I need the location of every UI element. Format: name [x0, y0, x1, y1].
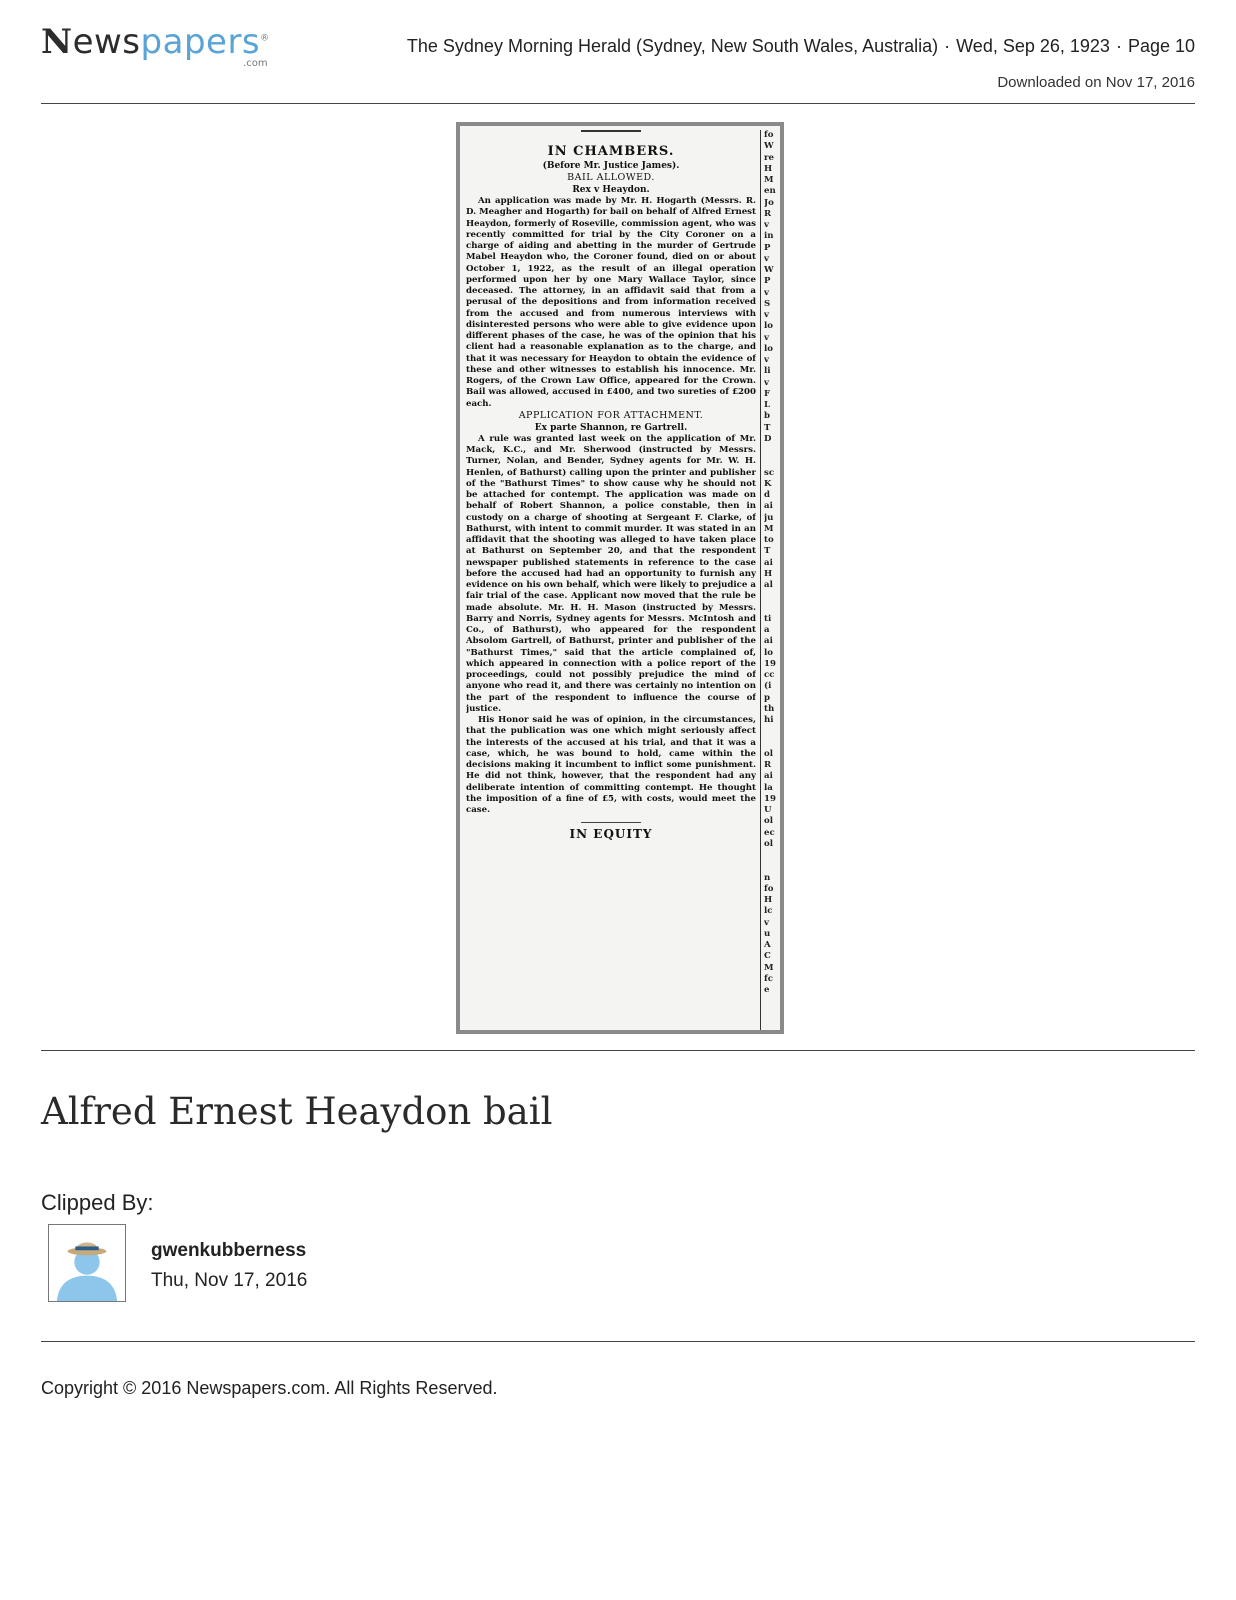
- logo-initial: N: [41, 22, 73, 62]
- side-fragment: 19: [764, 658, 776, 669]
- side-fragment: v: [764, 253, 769, 264]
- side-fragment: [764, 445, 782, 456]
- download-date: Downloaded on Nov 17, 2016: [997, 74, 1195, 91]
- side-fragment: v: [764, 220, 769, 230]
- logo-registered: ®: [260, 33, 270, 44]
- article-end-dash: [581, 822, 641, 823]
- side-fragment: fo: [764, 883, 774, 894]
- section-heading: APPLICATION FOR ATTACHMENT.: [518, 409, 704, 421]
- publication-line: [407, 36, 1195, 57]
- separator: ·: [1115, 36, 1122, 56]
- article-paragraph: His Honor said he was of opinion, in the circumstances, that the publication was one which might seriously affect the interests of the accused at his trial, and that it was a case, which, he was bound to hold, came within the decisions making it incumbent to inflict some punishment. He did not think, however, that the respondent had any deliberate intention of committing contempt. He thought the imposition of a fine of £5, with costs, would meet the case.: [466, 715, 756, 815]
- side-fragment: ai: [764, 636, 773, 647]
- page-number: Page 10: [1127, 36, 1195, 56]
- side-fragment: lo: [764, 343, 773, 354]
- side-fragment: K: [764, 478, 772, 489]
- side-fragment: la: [764, 782, 773, 793]
- side-fragment: fo: [764, 130, 774, 140]
- clipped-by-label: Clipped By:: [41, 1190, 154, 1215]
- separator: ·: [944, 36, 951, 56]
- column-top-mark: [581, 130, 641, 142]
- side-fragment: 19: [764, 793, 776, 804]
- clipping-before: (Before Mr. Justice James).: [542, 161, 680, 171]
- side-fragment: v: [764, 355, 769, 365]
- side-fragment: u: [764, 928, 771, 939]
- side-fragment: M: [764, 175, 774, 185]
- newspapers-logo[interactable]: [41, 22, 270, 69]
- clip-title: Alfred Ernest Heaydon bail: [41, 1090, 553, 1133]
- side-fragment: A: [764, 940, 771, 950]
- side-fragment: re: [764, 152, 774, 163]
- side-fragment: d: [764, 490, 771, 500]
- side-fragment: ti: [764, 613, 772, 624]
- side-fragment: [764, 456, 782, 467]
- newspaper-clipping[interactable]: [456, 122, 784, 1034]
- clipping-column: [466, 130, 756, 1020]
- side-fragment: al: [764, 580, 773, 590]
- side-fragment: p: [764, 692, 771, 703]
- side-fragment: v: [764, 377, 769, 388]
- case-title: Rex v Heaydon.: [572, 185, 650, 195]
- side-fragment: ol: [764, 816, 773, 827]
- side-fragment: v: [764, 310, 769, 320]
- side-fragment: H: [764, 163, 773, 174]
- avatar-person-icon: [49, 1225, 125, 1301]
- side-fragment: th: [764, 703, 775, 714]
- publication-name: The Sydney Morning Herald (Sydney, New South Wales, Australia): [406, 36, 939, 56]
- side-fragment: D: [764, 433, 772, 444]
- side-fragment: F: [764, 388, 771, 399]
- side-fragment: W: [764, 265, 774, 275]
- side-fragment: [764, 726, 782, 737]
- username-link[interactable]: gwenkubberness: [151, 1240, 307, 1261]
- side-fragment: S: [764, 298, 771, 309]
- side-fragment: ju: [764, 512, 774, 523]
- clipping-divider: [41, 1050, 1195, 1051]
- side-fragment: hi: [764, 715, 774, 725]
- side-fragment: [764, 591, 782, 602]
- side-fragment: ai: [764, 501, 773, 512]
- side-fragment: [764, 603, 782, 614]
- logo-dotcom: .com: [243, 58, 268, 69]
- publication-date: Wed, Sep 26, 1923: [956, 36, 1110, 56]
- side-fragment: [764, 850, 782, 861]
- side-fragment: ai: [764, 557, 773, 568]
- header-divider: [41, 103, 1195, 104]
- side-fragment: P: [764, 242, 771, 253]
- column-divider: [760, 130, 761, 1030]
- side-fragment: R: [764, 760, 772, 770]
- copyright-notice: Copyright © 2016 Newspapers.com. All Rights Reserved.: [41, 1378, 498, 1398]
- side-fragment: [764, 738, 782, 749]
- side-fragment: v: [764, 917, 769, 928]
- article-paragraph: An application was made by Mr. H. Hogarth (Messrs. R. D. Meagher and Hogarth) for bail on behalf of Alfred Ernest Heaydon, formerly of Roseville, commission agent, who was recently committed for trial by the City Coroner on a charge of aiding and abetting in the murder of Gertrude Mabel Heaydon who, the Coroner found, died on or about October 1, 1922, as the result of an illegal operation performed upon her by one Mary Wallace Taylor, since deceased. The attorney, in an affidavit said that from a perusal of the depositions and from information received from the accused and from numerous interviews with disinterested persons who were able to give evidence upon different phases of the case, he was of the opinion that his client had a reasonable explanation as to the charge, and that it was necessary for Heaydon to obtain the evidence of these and other witnesses to establish his innocence. Mr. Rogers, of the Crown Law Office, appeared for the Crown. Bail was allowed, accused in £400, and two sureties of £200 each.: [466, 196, 756, 409]
- side-fragment: lc: [764, 906, 773, 917]
- side-fragment: Jo: [764, 197, 774, 208]
- side-fragment: ec: [764, 827, 775, 838]
- side-fragment: H: [764, 568, 773, 579]
- side-fragment: li: [764, 366, 771, 377]
- side-fragment: U: [764, 805, 772, 815]
- side-fragment: (i: [764, 681, 772, 692]
- side-fragment: fc: [764, 973, 773, 984]
- clipping-heading: IN CHAMBERS.: [547, 144, 675, 159]
- side-fragment: lo: [764, 321, 773, 332]
- page-header: [41, 22, 1195, 102]
- side-fragment: R: [764, 208, 772, 219]
- user-avatar[interactable]: [48, 1224, 126, 1302]
- side-fragment: T: [764, 546, 771, 557]
- side-fragment: W: [764, 141, 774, 152]
- logo-text-accent: papers: [140, 22, 261, 62]
- side-fragment: v: [764, 332, 769, 343]
- side-fragment: H: [764, 895, 773, 905]
- next-heading: IN EQUITY: [569, 827, 653, 842]
- side-fragment: b: [764, 411, 771, 422]
- section-heading: BAIL ALLOWED.: [567, 172, 655, 183]
- side-fragment: to: [764, 535, 774, 545]
- logo-text-dark: ews: [72, 22, 141, 62]
- side-fragment: v: [764, 287, 769, 298]
- side-fragment: lo: [764, 647, 773, 658]
- side-fragment: n: [764, 872, 771, 883]
- side-fragment: in: [764, 231, 774, 242]
- article-paragraph: A rule was granted last week on the application of Mr. Mack, K.C., and Mr. Sherwood (instructed by Messrs. Turner, Nolan, and Bender, Sydney agents for Mr. W. H. Henlen, of Bathurst) calling upon the printer and publisher of the "Bathurst Times" to show cause why he should not be attached for contempt. The application was made on behalf of Robert Shannon, a police constable, then in custody on a charge of shooting at Sergeant F. Clarke, of Bathurst, with intent to commit murder. It was stated in an affidavit that the shooting was alleged to have taken place at Bathurst on September 20, and that the respondent newspaper published statements in reference to the case before the accused had had an opportunity to furnish any evidence on his own behalf, which were likely to prejudice a fair trial of the case. Applicant now moved that the rule be made absolute. Mr. H. H. Mason (instructed by Messrs. Barry and Norris, Sydney agents for Messrs. McIntosh and Co., of Bathurst), who appeared for the respondent Absolom Gartrell, of Bathurst, printer and publisher of the "Bathurst Times," said that the article complained of, which appeared in connection with a police report of the proceedings, could not possibly prejudice the mind of anyone who read it, and there was certainly no intention on the part of the respondent to influence the course of justice.: [466, 433, 756, 714]
- clipped-date: Thu, Nov 17, 2016: [151, 1270, 308, 1291]
- side-fragment: e: [764, 985, 770, 995]
- side-fragment: en: [764, 186, 776, 197]
- side-fragment: C: [764, 951, 771, 962]
- side-fragment: P: [764, 276, 771, 287]
- case-title: Ex parte Shannon, re Gartrell.: [534, 422, 688, 433]
- side-fragment: ol: [764, 748, 773, 759]
- side-fragment: L: [764, 400, 771, 410]
- side-fragment: M: [764, 962, 774, 973]
- side-fragment: M: [764, 523, 774, 534]
- footer-divider: [41, 1341, 1195, 1342]
- side-fragment: ai: [764, 771, 773, 782]
- side-fragment: cc: [764, 670, 775, 680]
- side-fragment: ol: [764, 838, 773, 849]
- side-fragment: [764, 861, 782, 872]
- adjacent-column-fragment: [764, 130, 782, 1030]
- side-fragment: T: [764, 422, 771, 433]
- side-fragment: a: [764, 625, 770, 635]
- side-fragment: sc: [764, 467, 775, 478]
